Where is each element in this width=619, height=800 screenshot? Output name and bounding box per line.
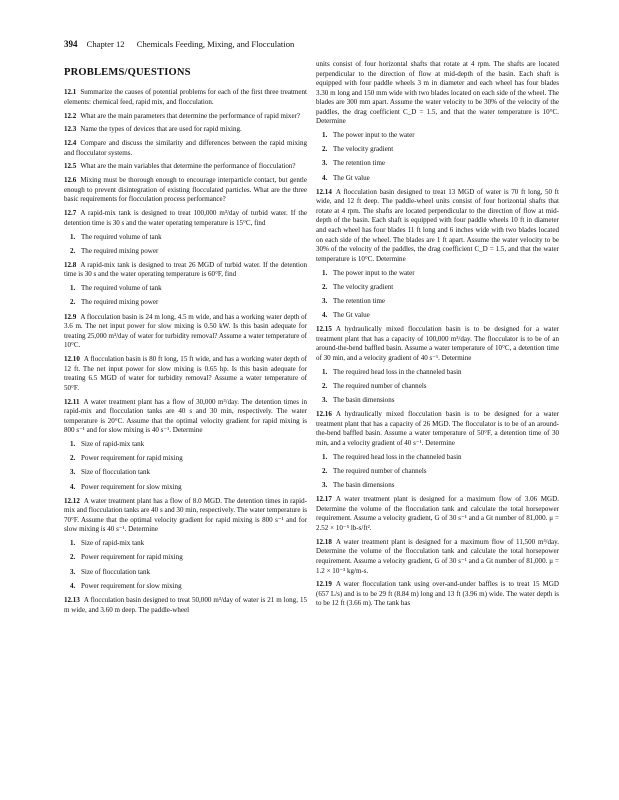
- sub-item-text: Size of rapid-mix tank: [81, 539, 145, 548]
- problem-number: 12.19: [316, 580, 332, 589]
- problem-number: 12.4: [64, 139, 77, 148]
- problem-number: 12.15: [316, 325, 332, 334]
- sub-item-text: The required volume of tank: [81, 284, 162, 293]
- sub-item-number: 2.: [70, 454, 76, 463]
- sub-item-number: 1.: [70, 440, 76, 449]
- sub-item-number: 4.: [70, 581, 76, 590]
- problem-item: [316, 580, 559, 609]
- sub-item-text: Power requirement for rapid mixing: [81, 553, 183, 562]
- problem-number: 12.16: [316, 410, 332, 419]
- sub-item-text: The retention time: [333, 296, 386, 305]
- problem-number: 12.8: [64, 260, 77, 269]
- sub-item: [70, 298, 307, 308]
- problem-number: 12.10: [64, 355, 80, 364]
- sub-item: [70, 582, 307, 592]
- problem-text: What are the main variables that determine the performance of flocculation?: [80, 162, 296, 171]
- problem-text: A flocculation basin is 80 ft long, 15 ft wide, and has a working water depth of 12 ft. The net input power for slow mixing is 0.65 hp. Is this basin adequate for treating 6.5 MGD of water for turbidity removal? Assume a water temperature of 50°F.: [64, 355, 307, 392]
- problem-text: A flocculation basin designed to treat 50,000 m³/day of water is 21 m long, 15 m wide, and 3.60 m deep. The paddle-wheel: [64, 595, 307, 614]
- problem-sub-items: [316, 453, 559, 491]
- problem-statement: [64, 497, 307, 535]
- problem-item: [64, 209, 307, 256]
- sub-item-number: 2.: [70, 246, 76, 255]
- sub-item-number: 2.: [322, 282, 328, 291]
- sub-item-text: The power input to the water: [333, 268, 415, 277]
- problem-number: 12.9: [64, 312, 77, 321]
- sub-item: [70, 483, 307, 493]
- sub-item-text: The power input to the water: [333, 131, 415, 140]
- sub-item-text: The Gt value: [333, 173, 370, 182]
- sub-item: [322, 382, 559, 392]
- problem-statement: [64, 209, 307, 228]
- sub-item-text: Size of rapid-mix tank: [81, 440, 145, 449]
- problem-text: A flocculation basin designed to treat 13 MGD of water is 70 ft long, 50 ft wide, and 12 ft deep. The paddle-wheel units consist of four horizontal shafts that rotate at 4 rpm. The shafts are located perpendicular to the direction of flow at mid-depth of the basin. Each shaft is equipped with four paddle wheels 10 ft in diameter and each wheel has four blades 11 ft long and 6 inches wide with two blades located on each side of the wheel. The blades are 1 ft apart. Assume the water velocity to be 30% of the velocity of the paddles, the drag coefficient C_D = 1.5, and that the water temperature is 10°C. Determine: [316, 187, 559, 263]
- problem-statement: [64, 162, 307, 172]
- sub-item-text: The retention time: [333, 159, 386, 168]
- problem-statement: [64, 398, 307, 436]
- running-head: [64, 39, 564, 49]
- sub-item-text: The required number of channels: [333, 381, 427, 390]
- sub-item: [70, 568, 307, 578]
- right-column: [316, 60, 559, 613]
- section-title: PROBLEMS/QUESTIONS: [64, 67, 191, 78]
- problem-statement: [316, 495, 559, 533]
- sub-item-number: 4.: [322, 311, 328, 320]
- sub-item: [322, 283, 559, 293]
- sub-item-number: 2.: [322, 466, 328, 475]
- sub-item: [70, 284, 307, 294]
- problem-text: Compare and discuss the similarity and differences between the rapid mixing and flocculator systems.: [64, 139, 307, 157]
- problem-item: [64, 125, 307, 135]
- problem-statement: [64, 88, 307, 107]
- sub-item-text: The required number of channels: [333, 466, 427, 475]
- problem-statement: [316, 410, 559, 448]
- sub-item-text: Power requirement for slow mixing: [81, 581, 182, 590]
- problem-item: [64, 497, 307, 592]
- problem-item: [316, 325, 559, 405]
- sub-item: [70, 247, 307, 257]
- problem-statement: [316, 188, 559, 265]
- sub-item-number: 1.: [322, 131, 328, 140]
- problem-text: Name the types of devices that are used for rapid mixing.: [80, 125, 242, 134]
- problem-statement: [316, 580, 559, 609]
- sub-item-number: 2.: [322, 381, 328, 390]
- sub-item: [322, 297, 559, 307]
- sub-item-number: 4.: [70, 482, 76, 491]
- problem-statement: [64, 596, 307, 615]
- problem-number: 12.6: [64, 176, 77, 185]
- sub-item-number: 1.: [70, 539, 76, 548]
- sub-item-text: Size of flocculation tank: [81, 468, 151, 477]
- problem-number: 12.2: [64, 111, 77, 120]
- sub-item-text: The required head loss in the channeled basin: [333, 452, 462, 461]
- left-column: [64, 66, 307, 619]
- problem-item: [64, 112, 307, 122]
- problem-item: [64, 596, 307, 615]
- sub-item: [322, 467, 559, 477]
- sub-item-text: The velocity gradient: [333, 282, 394, 291]
- problem-item: [64, 139, 307, 158]
- problem-text: A flocculation basin is 24 m long, 4.5 m wide, and has a working water depth of 3.6 m. The net input power for slow mixing is 0.50 kW. Is this basin adequate for treating 25,000 m³/day of water for turbidity removal? Assume a water temperature of 10°C.: [64, 312, 307, 350]
- problem-statement: [64, 125, 307, 135]
- sub-item-number: 2.: [70, 553, 76, 562]
- problem-text: A water treatment plant has a flow of 8.0 MGD. The detention times in rapid-mix and flocculation tanks are 40 s and 30 min, respectively. The water temperature is 70°F. Assume that the optimal velocity gradient for rapid mixing is 800 s⁻¹ and for slow mixing is 40 s⁻¹. Determine: [64, 496, 307, 534]
- problem-item: [316, 495, 559, 533]
- sub-item-number: 3.: [70, 567, 76, 576]
- problem-text: A hydraulically mixed flocculation basin is to be designed for a water treatment plant that has a capacity of 26 MGD. The flocculator is to be of an around-the-bend baffled basin. Assume a water temperature of 50°F, a detention time of 30 min, and a velocity gradient of 40 s⁻¹. Determine: [316, 410, 559, 447]
- sub-item: [322, 311, 559, 321]
- problem-statement: [316, 538, 559, 576]
- sub-item-number: 3.: [322, 396, 328, 405]
- problem-item: [64, 313, 307, 351]
- problem-item: [64, 398, 307, 493]
- problem-text: A water treatment plant has a flow of 30,000 m³/day. The detention times in rapid-mix and flocculation tanks are 40 s and 30 min, respectively. The water temperature is 20°C. Assume that the optimal velocity gradient for rapid mixing is 800 s⁻¹ and for slow mixing is 40 s⁻¹. Determine: [64, 397, 307, 435]
- sub-item: [322, 269, 559, 279]
- sub-item-number: 4.: [322, 173, 328, 182]
- problem-statement: [64, 261, 307, 280]
- problem-text: What are the main parameters that determine the performance of rapid mixer?: [80, 111, 301, 120]
- problem-text: A rapid-mix tank is designed to treat 100,000 m³/day of turbid water. If the detention time is 30 s and the water operating temperature is 15°C, find: [64, 209, 307, 227]
- problem-sub-items: [316, 368, 559, 406]
- problem-sub-items: [64, 440, 307, 492]
- problem-item: [316, 538, 559, 576]
- sub-item: [322, 368, 559, 378]
- sub-item-text: The required head loss in the channeled basin: [333, 367, 462, 376]
- problem-statement: [64, 112, 307, 122]
- problem-number: 12.7: [64, 209, 77, 218]
- sub-item-text: The required mixing power: [81, 246, 159, 255]
- problem-number: 12.13: [64, 595, 80, 604]
- sub-item: [322, 174, 559, 184]
- sub-item: [70, 454, 307, 464]
- sub-item: [322, 131, 559, 141]
- problem-item: [64, 261, 307, 308]
- sub-item-text: The required mixing power: [81, 298, 159, 307]
- problem-statement: [316, 325, 559, 363]
- problem-number: 12.1: [64, 88, 77, 97]
- sub-item-text: Power requirement for slow mixing: [81, 482, 182, 491]
- problem-item: [316, 188, 559, 321]
- problem-number: 12.14: [316, 187, 332, 196]
- problem-item: [64, 88, 307, 107]
- problem-item: [64, 355, 307, 393]
- sub-item-number: 3.: [322, 481, 328, 490]
- problem-item: [64, 176, 307, 205]
- sub-item-number: 1.: [322, 268, 328, 277]
- problem-sub-items: [64, 233, 307, 257]
- problem-statement: [64, 355, 307, 393]
- sub-item-text: The velocity gradient: [333, 145, 394, 154]
- problem-text: A water treatment plant is designed for a maximum flow of 11,500 m³/day. Determine the volume of the flocculation tank and calculate the total horsepower requirement. Assume a velocity gradient, G of 30 s⁻¹ and a Gt number of 81,000. μ = 1.2 × 10⁻³ kg/m-s.: [316, 537, 559, 575]
- sub-item-number: 1.: [322, 452, 328, 461]
- sub-item-text: The basin dimensions: [333, 481, 395, 490]
- problem-sub-items: [316, 269, 559, 321]
- problem-sub-items: [64, 284, 307, 308]
- problem-statement: [64, 313, 307, 351]
- problem-text: Summarize the causes of potential problems for each of the first three treatment elements: chemical feed, rapid mix, and flocculation.: [64, 88, 307, 106]
- sub-item: [70, 440, 307, 450]
- sub-item-text: Power requirement for rapid mixing: [81, 454, 183, 463]
- sub-item: [322, 453, 559, 463]
- sub-item-number: 3.: [322, 296, 328, 305]
- question-list: [64, 88, 307, 615]
- sub-item: [70, 539, 307, 549]
- problem-item: [64, 162, 307, 172]
- sub-item-text: The basin dimensions: [333, 396, 395, 405]
- sub-item: [322, 159, 559, 169]
- problem-statement: [64, 176, 307, 205]
- sub-item-text: The Gt value: [333, 311, 370, 320]
- sub-item: [70, 553, 307, 563]
- problem-number: 12.12: [64, 496, 80, 505]
- sub-item: [322, 396, 559, 406]
- problem-number: 12.18: [316, 537, 332, 546]
- sub-item-number: 1.: [70, 232, 76, 241]
- continued-question-text: units consist of four horizontal shafts that rotate at 4 rpm. The shafts are located perpendicular to the direction of flow at mid-depth of the basin. Each shaft is equipped with four paddle wheels 3 m in diameter and each wheel has four blades 3.30 m long and 150 mm wide with two blades located on each side of the wheel. The blades are 300 mm apart. Assume the water velocity to be 30% of the velocity of the paddles, the drag coefficient C_D = 1.5, and that the water temperature is 10°C. Determine: [316, 60, 559, 126]
- chapter-title: Chemicals Feeding, Mixing, and Flocculation: [136, 39, 295, 49]
- problem-text: Mixing must be thorough enough to encourage interparticle contact, but gentle enough to prevent disintegration of existing flocculated particles. What are the three basic requirements for flocculation process performance?: [64, 176, 307, 204]
- sub-item: [322, 481, 559, 491]
- problem-sub-items: [64, 539, 307, 591]
- problem-number: 12.11: [64, 397, 80, 406]
- sub-item-number: 1.: [70, 284, 76, 293]
- sub-item-text: Size of flocculation tank: [81, 567, 151, 576]
- problem-text: A water treatment plant is designed for a maximum flow of 3.06 MGD. Determine the volume of the flocculation tank and calculate the total horsepower requirement. Assume a velocity gradient, G of 30 s⁻¹ and a Gt number of 81,000. μ = 2.52 × 10⁻⁵ lb-s/ft².: [316, 495, 559, 532]
- sub-item-number: 3.: [70, 468, 76, 477]
- chapter-label: Chapter 12: [86, 39, 125, 49]
- page-number: 394: [64, 39, 78, 49]
- problem-number: 12.17: [316, 495, 332, 504]
- sub-item: [322, 145, 559, 155]
- sub-item-number: 3.: [322, 159, 328, 168]
- problem-statement: [64, 139, 307, 158]
- problem-number: 12.5: [64, 162, 77, 171]
- sub-item-number: 2.: [322, 145, 328, 154]
- problem-number: 12.3: [64, 125, 77, 134]
- problem-text: A water flocculation tank using over-and-under baffles is to treat 15 MGD (657 L/s) and is to be 29 ft (8.84 m) long and 13 ft (3.96 m) wide. The water depth is to be 12 ft (3.66 m). The tank has: [316, 580, 559, 608]
- question-list: [316, 188, 559, 609]
- sub-item-text: The required volume of tank: [81, 232, 162, 241]
- problem-text: A rapid-mix tank is designed to treat 26 MGD of turbid water. If the detention time is 30 s and the water operating temperature is 60°F, find: [64, 260, 307, 279]
- problem-text: A hydraulically mixed flocculation basin is to be designed for a water treatment plant that has a capacity of 100,000 m³/day. The flocculator is to be of an around-the-bend baffled basin. Assume a water temperature of 10°C, a detention time of 30 min, and a velocity gradient of 40 s⁻¹. Determine: [316, 325, 559, 362]
- problem-item: [316, 410, 559, 490]
- continued-question-items: [316, 131, 559, 183]
- sub-item-number: 2.: [70, 298, 76, 307]
- sub-item-number: 1.: [322, 367, 328, 376]
- sub-item: [70, 233, 307, 243]
- sub-item: [70, 468, 307, 478]
